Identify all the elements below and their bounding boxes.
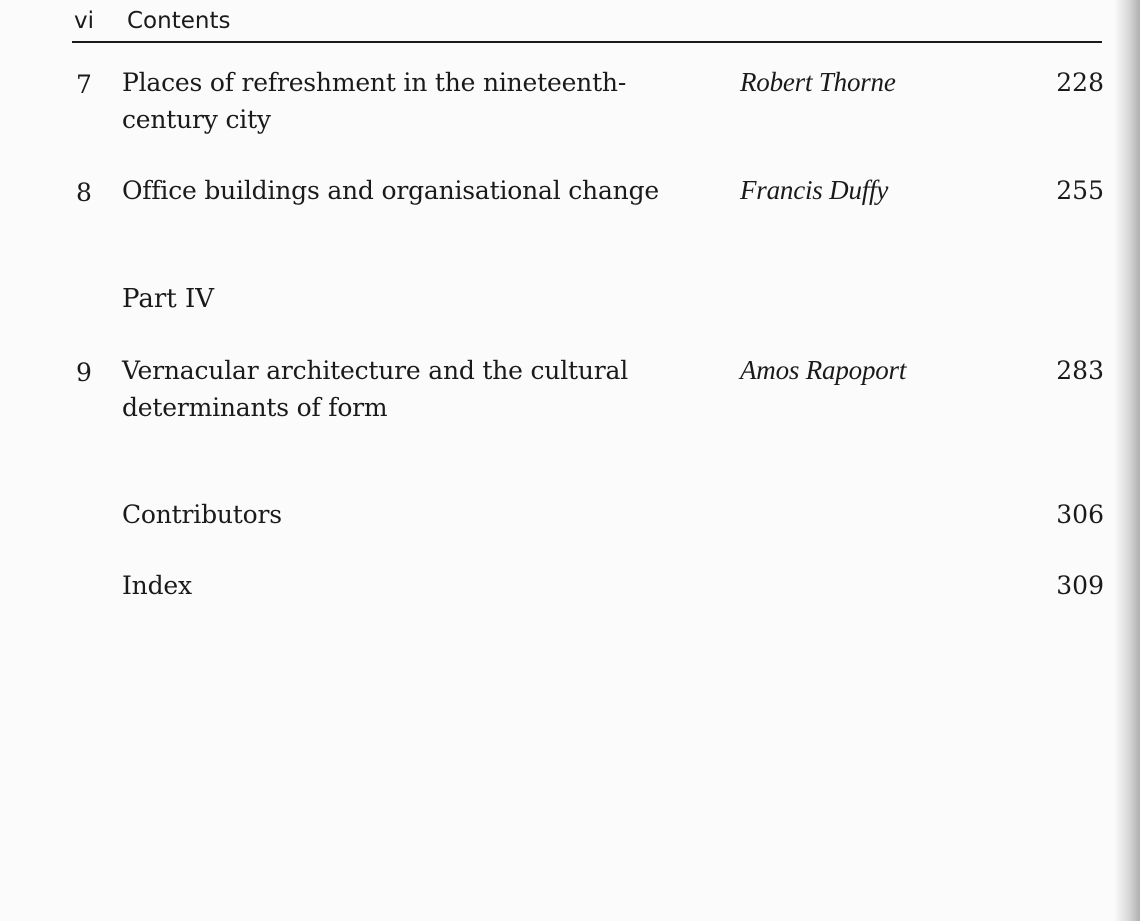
chapter-page-number: 228	[1056, 68, 1104, 97]
chapter-author: Amos Rapoport	[740, 355, 907, 385]
chapter-title-line: century city	[122, 105, 271, 134]
back-matter-title: Index	[122, 571, 192, 600]
chapter-title-line: Places of refreshment in the nineteenth-	[122, 68, 627, 97]
page-edge-shadow	[1114, 0, 1140, 921]
chapter-title-line: Vernacular architecture and the cultural	[122, 356, 628, 385]
chapter-title	[122, 352, 692, 426]
chapter-title-line: determinants of form	[122, 393, 388, 422]
folio-number: vi	[74, 8, 95, 34]
part-heading: Part IV	[122, 284, 215, 314]
back-matter-title: Contributors	[122, 500, 282, 529]
chapter-number: 8	[76, 178, 92, 207]
chapter-title-line: Office buildings and organisational change	[122, 176, 659, 205]
running-head	[72, 6, 1102, 42]
back-matter-page-number: 306	[1056, 500, 1104, 529]
chapter-page-number: 255	[1056, 176, 1104, 205]
header-rule	[72, 41, 1102, 43]
chapter-author: Robert Thorne	[740, 67, 896, 97]
chapter-title	[122, 64, 692, 138]
back-matter-page-number: 309	[1056, 571, 1104, 600]
running-head-title: Contents	[127, 8, 231, 34]
chapter-number: 7	[76, 70, 92, 99]
chapter-page-number: 283	[1056, 356, 1104, 385]
chapter-title	[122, 172, 732, 209]
chapter-number: 9	[76, 358, 92, 387]
chapter-author: Francis Duffy	[740, 175, 889, 205]
